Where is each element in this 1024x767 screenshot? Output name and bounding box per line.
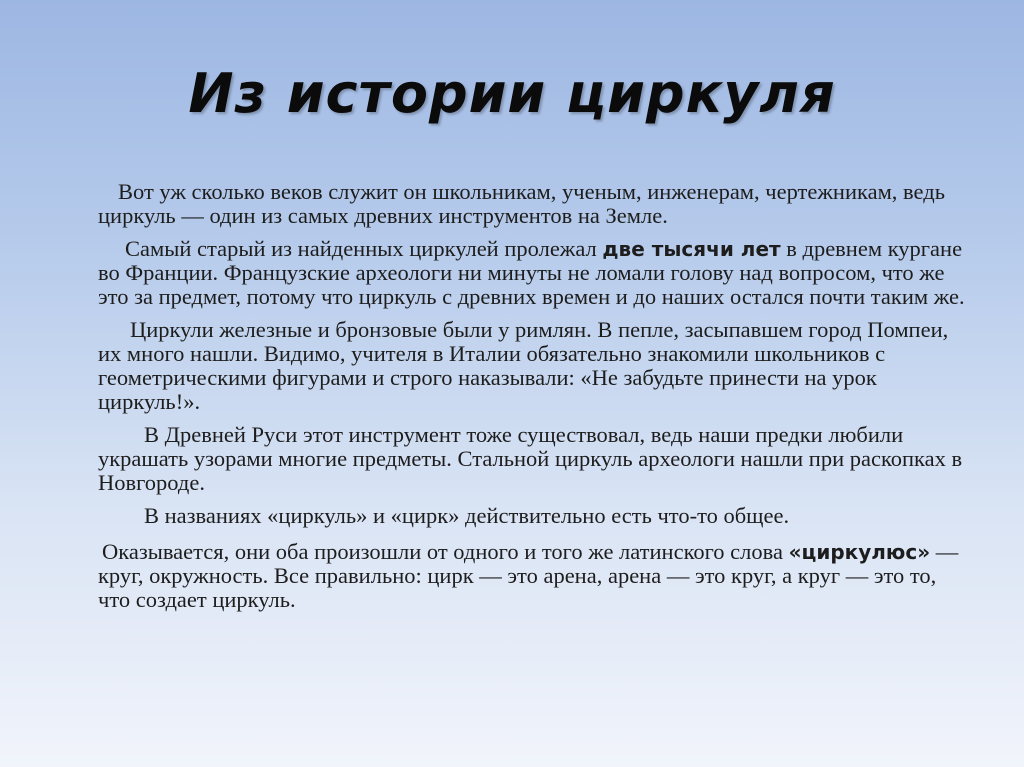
paragraph-6: [98, 540, 968, 612]
paragraph-5: В названиях «циркуль» и «цирк» действительно есть что-то общее.: [144, 503, 790, 528]
paragraph-1: Вот уж сколько веков служит он школьникам, ученым, инженерам, чертежникам, ведь циркуль — один из самых древних инструментов на Земле.: [98, 179, 945, 228]
paragraph-2-emphasis: две тысячи лет: [602, 237, 781, 261]
paragraph-6-text-end: — круг, окружность. Все правильно: цирк — это арена, арена — это круг, а круг — это то, что создает циркуль.: [98, 539, 959, 612]
paragraph-2-text-start: Самый старый из найденных циркулей пролежал: [125, 236, 603, 261]
paragraph-2: [98, 237, 968, 309]
paragraph-6-emphasis: «циркулюс»: [788, 540, 931, 564]
slide-body: [98, 180, 968, 621]
paragraph-4: В Древней Руси этот инструмент тоже существовал, ведь наши предки любили украшать узорами многие предметы. Стальной циркуль археологи нашли при раскопках в Новгороде.: [98, 422, 963, 495]
paragraph-6-text-start: Оказывается, они оба произошли от одного и того же латинского слова: [102, 539, 789, 564]
slide-title: Из истории циркуля: [188, 62, 836, 125]
paragraph-2-text-end: в древнем кургане во Франции. Французские археологи ни минуты не ломали голову над вопросом, что же это за предмет, потому что циркуль с древних времен и до наших остался почти таким же.: [98, 236, 965, 309]
paragraph-3: Циркули железные и бронзовые были у римлян. В пепле, засыпавшем город Помпеи, их много нашли. Видимо, учителя в Италии обязательно знакомили школьников с геометрическими фигурами и строго наказывали: «Не забудьте принести на урок циркуль!».: [98, 317, 949, 414]
